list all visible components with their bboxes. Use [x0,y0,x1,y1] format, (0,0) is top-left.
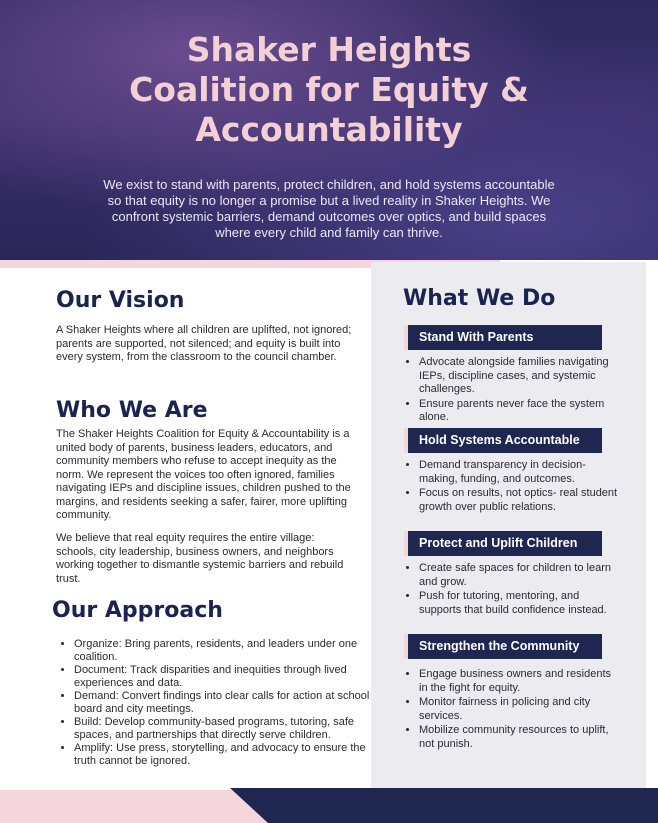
strengthen-community-banner: Strengthen the Community [404,634,602,659]
approach-list [57,638,374,768]
footer-navy-band [230,788,658,823]
approach-item: • Organize: Bring parents, residents, and leaders under one coalition. [74,638,374,664]
hold-systems-accountable-list [402,459,619,515]
who-we-are-heading: Who We Are [56,398,208,423]
vision-heading: Our Vision [56,288,185,313]
list-item: • Engage business owners and residents in the fight for equity. [419,668,619,695]
list-item: • Ensure parents never face the system alone. [419,398,619,425]
list-item: • Monitor fairness in policing and city services. [419,696,619,723]
hero-intro: We exist to stand with parents, protect children, and hold systems accountable so that equity is no longer a promise but a lived reality in Shaker Heights. We confront systemic barriers, demand outcomes over optics, and build spaces where every child and family can thrive. [103,177,555,240]
title-line-1: Shaker Heights [186,30,472,69]
list-item: • Create safe spaces for children to learn and grow. [419,562,619,589]
approach-item: • Amplify: Use press, storytelling, and advocacy to ensure the truth cannot be ignored. [74,742,374,768]
stand-with-parents-banner: Stand With Parents [404,325,602,350]
what-we-do-heading: What We Do [403,286,556,311]
protect-uplift-children-banner: Protect and Uplift Children [404,531,602,556]
list-item: • Focus on results, not optics- real student growth over public relations. [419,487,619,514]
title-line-3: Accountability [195,110,463,149]
strengthen-community-list [402,668,619,752]
list-item: • Demand transparency in decision-making, funding, and outcomes. [419,459,619,486]
hero-banner [0,0,658,260]
title-line-2: Coalition for Equity & [129,70,529,109]
approach-item: • Document: Track disparities and inequities through lived experiences and data. [74,664,374,690]
approach-item: • Build: Develop community-based programs, tutoring, safe spaces, and partnerships that directly serve children. [74,716,374,742]
protect-uplift-children-list [402,562,619,618]
vision-text: A Shaker Heights where all children are uplifted, not ignored; parents are supported, not silenced; and equity is built into every system, from the classroom to the council chamber. [56,324,352,363]
approach-heading: Our Approach [52,598,223,623]
list-item: • Mobilize community resources to uplift, not punish. [419,724,619,751]
who-we-are-paragraph-1: The Shaker Heights Coalition for Equity & Accountability is a united body of parents, business leaders, educators, and community members who refuse to accept inequity as the norm. We represent the voices too often ignored, families navigating IEPs and discipline issues, children pushed to the margins, and residents seeking a safer, fairer, more uplifting community. [56,428,351,521]
stand-with-parents-list [402,356,619,426]
page-title [0,30,658,150]
hold-systems-accountable-banner: Hold Systems Accountable [404,428,602,453]
list-item: • Push for tutoring, mentoring, and supports that build confidence instead. [419,590,619,617]
approach-item: • Demand: Convert findings into clear calls for action at school board and city meetings. [74,690,374,716]
list-item: • Advocate alongside families navigating IEPs, discipline cases, and systemic challenges. [419,356,619,397]
who-we-are-paragraph-2: We believe that real equity requires the entire village: schools, city leadership, business owners, and neighbors working together to dismantle systemic barriers and rebuild trust. [56,532,344,585]
